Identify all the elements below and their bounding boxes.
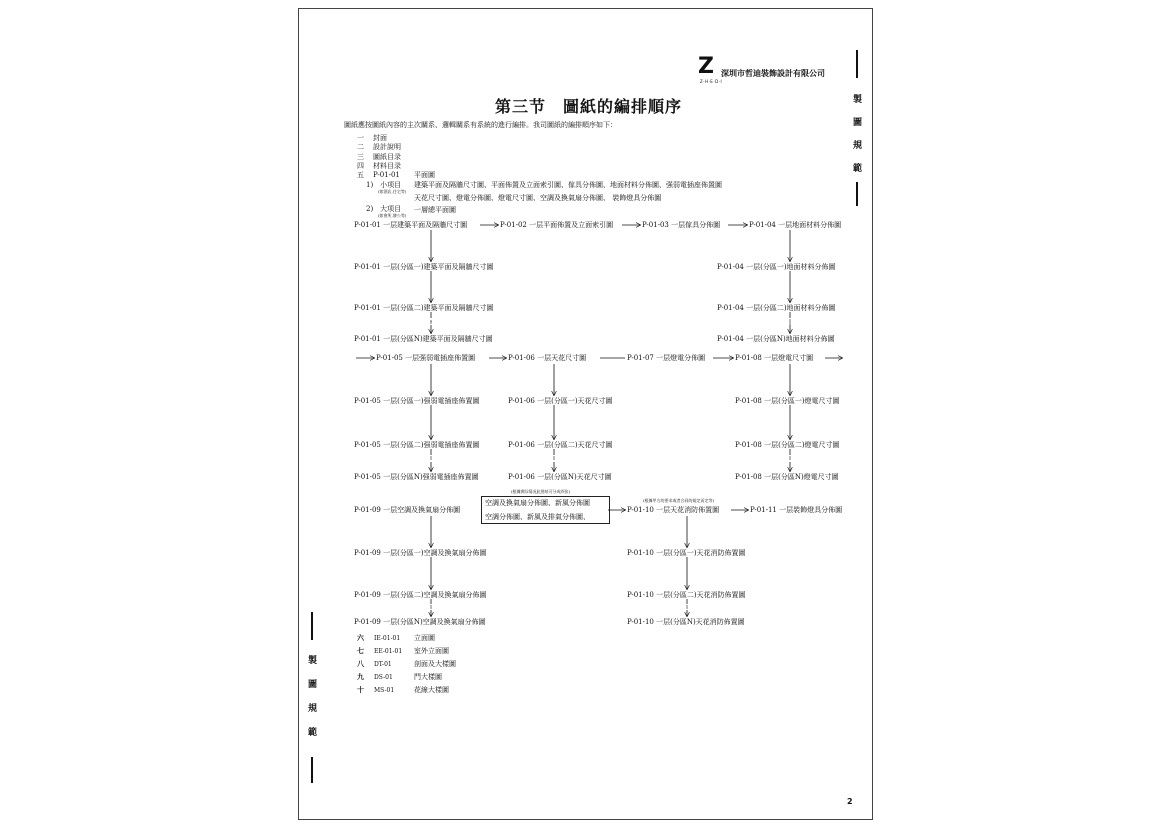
- list-num-4: 四: [357, 162, 364, 170]
- flow-c4-3: P-01-04 一层(分區N)地面材料分佈圖: [717, 335, 835, 343]
- list-num-2: 二: [357, 143, 364, 151]
- flow-c6-1: P-01-06 一层(分區一)天花尺寸圖: [508, 397, 613, 405]
- flow-c6-2: P-01-06 一层(分區二)天花尺寸圖: [508, 441, 613, 449]
- side-label-1: 製: [853, 95, 863, 105]
- list-code-10: MS-01: [374, 687, 395, 694]
- list-text-5: 平面圖: [414, 171, 435, 179]
- list-num-10: 十: [357, 685, 364, 694]
- flow-r1-1: P-01-01 一层建築平面及隔牆尺寸圖: [354, 221, 468, 229]
- flow-r1-4: P-01-04 一层地面材料分佈圖: [749, 221, 842, 229]
- side-label-left-4: 範: [308, 728, 318, 738]
- flow-r1-3: P-01-03 一层傢具分佈圖: [642, 221, 721, 229]
- company-name: 深圳市哲迪裝飾設計有限公司: [721, 69, 825, 78]
- list-code-5: P-01-01: [373, 171, 400, 179]
- flow-r2-4: P-01-08 一层燈電尺寸圖: [735, 354, 814, 362]
- flow-r3-3: P-01-11 一层裝飾燈具分佈圖: [750, 506, 843, 514]
- flow-c1-1: P-01-01 一层(分區一)建築平面及隔牆尺寸圖: [354, 263, 494, 271]
- company-logo: Z: [698, 54, 714, 79]
- intro-text: 圖紙應按圖紙內容的主次關系、邏輯關系有系統的進行編排。我司圖紙的編排順序如下：: [344, 121, 617, 129]
- sub1-line1: 建築平面及隔牆尺寸圖、平面佈置及立面索引圖、傢具分佈圖、地面材料分佈圖、强弱電插座佈置圖: [414, 181, 722, 189]
- flow-c4-2: P-01-04 一层(分區二)地面材料分佈圖: [717, 304, 836, 312]
- list-text-2: 設計說明: [373, 143, 401, 151]
- list-code-8: DT-01: [374, 661, 392, 668]
- side-label-4: 範: [853, 164, 863, 174]
- list-text-3: 圖紙目录: [373, 153, 401, 161]
- side-label-3: 規: [853, 141, 863, 151]
- flow-c6-3: P-01-06 一层(分區N)天花尺寸圖: [508, 473, 612, 481]
- list-text-10: 花線大樣圖: [414, 686, 449, 694]
- list-code-6: IE-01-01: [374, 635, 401, 642]
- list-num-1: 一: [357, 134, 364, 142]
- flow-c5-3: P-01-05 一层(分區N)强弱電插座佈置圖: [354, 473, 479, 481]
- flow-c9-2: P-01-09 一层(分區二)空調及換氣扇分佈圖: [354, 591, 487, 599]
- list-num-6: 六: [357, 633, 364, 642]
- list-num-3: 三: [357, 153, 364, 161]
- flow-c10-3: P-01-10 一层(分區N)天花消防佈置圖: [627, 618, 745, 626]
- note-box-caption: (根據實际情况此图纸可分成四张): [511, 489, 571, 494]
- flow-c8-1: P-01-08 一层(分區一)燈電尺寸圖: [735, 397, 840, 405]
- flow-c9-3: P-01-09 一层(分區N)空調及換氣扇分佈圖: [354, 618, 486, 626]
- list-text-1: 封面: [373, 134, 387, 142]
- list-num-8: 八: [357, 659, 364, 668]
- page-number: 2: [847, 797, 853, 806]
- flow-c10-1: P-01-10 一层(分區一)天花消防佈置圖: [627, 549, 746, 557]
- list-text-8: 剖面及大樣圖: [414, 660, 456, 668]
- flow-r2-3: P-01-07 一层燈電分佈圖: [627, 354, 706, 362]
- list-text-4: 材料目录: [373, 162, 401, 170]
- flow-c1-3: P-01-01 一层(分區N)建築平面及隔牆尺寸圖: [354, 335, 493, 343]
- list-text-7: 室外立面圖: [414, 647, 449, 655]
- flow-c5-2: P-01-05 一层(分區二)强弱電插座佈置圖: [354, 441, 480, 449]
- list-text-6: 立面圖: [414, 634, 435, 642]
- list-code-9: DS-01: [374, 674, 393, 681]
- sub1-label: 1) 小项目: [366, 181, 402, 189]
- flow-r1-2: P-01-02 一层平面佈置及立面索引圖: [500, 221, 614, 229]
- list-num-9: 九: [357, 672, 364, 681]
- side-label-left-1: 製: [308, 656, 318, 666]
- side-label-left-2: 圖: [308, 680, 318, 690]
- list-num-5: 五: [357, 171, 364, 179]
- sub2-note: (如會所,辦公等): [378, 213, 407, 218]
- flow-c10-2: P-01-10 一层(分區二)天花消防佈置圖: [627, 591, 746, 599]
- flow-r2-1: P-01-05 一层强弱電插座佈置圖: [376, 354, 476, 362]
- flow-r2-2: P-01-06 一层天花尺寸圖: [508, 354, 587, 362]
- list-code-7: EE-01-01: [374, 648, 403, 655]
- flow-c9-1: P-01-09 一层(分區一)空調及換氣扇分佈圖: [354, 549, 487, 557]
- list-num-7: 七: [357, 646, 364, 655]
- note-fire-caption: (根據甲方的要求或者合同的規定而定等): [643, 498, 715, 503]
- sub2-line1: 一層總平面圖: [414, 206, 456, 214]
- option-box-line2: 空調分佈圖、新風及排氣分佈圖、: [485, 513, 590, 521]
- flow-r3-1: P-01-09 一层空調及換氣扇分佈圖: [354, 506, 461, 514]
- sub2-label: 2) 大项目: [366, 205, 402, 213]
- flow-c1-2: P-01-01 一层(分區二)建築平面及隔牆尺寸圖: [354, 304, 494, 312]
- flow-c4-1: P-01-04 一层(分區一)地面材料分佈圖: [717, 263, 836, 271]
- flow-c8-3: P-01-08 一层(分區N)燈電尺寸圖: [735, 473, 839, 481]
- option-box-line1: 空調及換氣扇分佈圖、新風分佈圖: [485, 499, 590, 507]
- list-text-9: 門大樣圖: [414, 673, 442, 681]
- flow-r3-2: P-01-10 一层天花消防佈置圖: [627, 506, 720, 514]
- side-label-2: 圖: [853, 118, 863, 128]
- sub1-note: (如酒店,住宅等): [378, 189, 407, 194]
- company-logo-sub: Z·H·E·D·I: [700, 79, 723, 84]
- flow-c5-1: P-01-05 一层(分區一)强弱電插座佈置圖: [354, 397, 480, 405]
- flow-c8-2: P-01-08 一层(分區二)燈電尺寸圖: [735, 441, 840, 449]
- section-title: 第三节 圖紙的編排順序: [495, 97, 683, 116]
- sub1-line2: 天花尺寸圖、燈電分佈圖、燈電尺寸圖、空調及換氣扇分佈圖、 裝飾燈具分佈圖: [414, 194, 662, 202]
- side-label-left-3: 規: [308, 704, 318, 714]
